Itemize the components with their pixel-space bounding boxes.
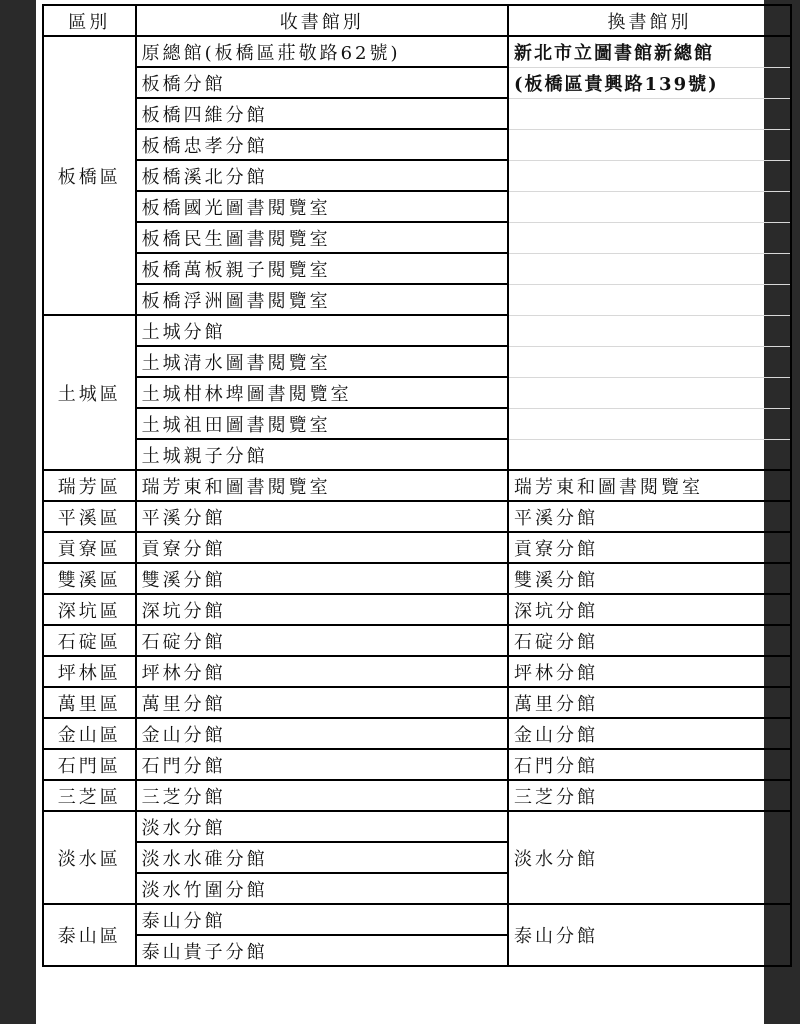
table-row <box>43 904 791 935</box>
collect-cell: 板橋萬板親子閱覽室 <box>136 253 508 284</box>
collect-cell: 坪林分館 <box>136 656 508 687</box>
collect-cell: 平溪分館 <box>136 501 508 532</box>
district-cell: 平溪區 <box>43 501 136 532</box>
district-cell: 萬里區 <box>43 687 136 718</box>
library-exchange-table <box>42 4 792 967</box>
district-cell: 瑞芳區 <box>43 470 136 501</box>
exchange-cell: 淡水分館 <box>508 811 791 904</box>
table-row <box>43 780 791 811</box>
exchange-cell: 新北市立圖書館新總館 <box>508 36 791 67</box>
exchange-cell: 金山分館 <box>508 718 791 749</box>
table-row <box>43 346 791 377</box>
table-row <box>43 191 791 222</box>
table-row <box>43 470 791 501</box>
collect-cell: 板橋四維分館 <box>136 98 508 129</box>
collect-cell: 三芝分館 <box>136 780 508 811</box>
collect-cell: 深坑分館 <box>136 594 508 625</box>
exchange-cell-empty <box>508 129 791 160</box>
collect-cell: 板橋民生圖書閱覽室 <box>136 222 508 253</box>
table-row <box>43 811 791 842</box>
table-row <box>43 160 791 191</box>
collect-cell: 原總館(板橋區莊敬路62號) <box>136 36 508 67</box>
collect-cell: 雙溪分館 <box>136 563 508 594</box>
collect-cell: 淡水水碓分館 <box>136 842 508 873</box>
district-cell: 貢寮區 <box>43 532 136 563</box>
table-row <box>43 98 791 129</box>
table-row <box>43 315 791 346</box>
collect-cell: 土城分館 <box>136 315 508 346</box>
collect-cell: 淡水竹圍分館 <box>136 873 508 904</box>
exchange-cell: 三芝分館 <box>508 780 791 811</box>
header-district: 區別 <box>43 5 136 36</box>
exchange-cell-empty <box>508 284 791 315</box>
table-row <box>43 656 791 687</box>
district-cell: 深坑區 <box>43 594 136 625</box>
district-cell: 雙溪區 <box>43 563 136 594</box>
table-row <box>43 129 791 160</box>
exchange-cell-empty <box>508 377 791 408</box>
table-row <box>43 36 791 67</box>
table-row <box>43 284 791 315</box>
table-row <box>43 718 791 749</box>
exchange-cell-empty <box>508 346 791 377</box>
collect-cell: 金山分館 <box>136 718 508 749</box>
table-row <box>43 408 791 439</box>
header-exchange-library: 換書館別 <box>508 5 791 36</box>
collect-cell: 泰山分館 <box>136 904 508 935</box>
header-collect-library: 收書館別 <box>136 5 508 36</box>
exchange-cell: 平溪分館 <box>508 501 791 532</box>
table-row <box>43 532 791 563</box>
exchange-cell-empty <box>508 408 791 439</box>
collect-cell: 貢寮分館 <box>136 532 508 563</box>
district-cell: 坪林區 <box>43 656 136 687</box>
table-row <box>43 594 791 625</box>
table-row <box>43 67 791 98</box>
collect-cell: 土城祖田圖書閱覽室 <box>136 408 508 439</box>
district-cell: 石門區 <box>43 749 136 780</box>
exchange-cell: 泰山分館 <box>508 904 791 966</box>
exchange-cell: 坪林分館 <box>508 656 791 687</box>
exchange-cell: 貢寮分館 <box>508 532 791 563</box>
collect-cell: 土城柑林埤圖書閱覽室 <box>136 377 508 408</box>
exchange-cell-empty <box>508 315 791 346</box>
table-row <box>43 439 791 470</box>
document-page <box>36 0 764 1024</box>
exchange-cell: 萬里分館 <box>508 687 791 718</box>
collect-cell: 淡水分館 <box>136 811 508 842</box>
district-cell: 石碇區 <box>43 625 136 656</box>
exchange-cell-empty <box>508 439 791 470</box>
exchange-cell: 石門分館 <box>508 749 791 780</box>
exchange-cell: 瑞芳東和圖書閱覽室 <box>508 470 791 501</box>
exchange-cell: 深坑分館 <box>508 594 791 625</box>
table-row <box>43 563 791 594</box>
district-cell: 泰山區 <box>43 904 136 966</box>
exchange-cell: 雙溪分館 <box>508 563 791 594</box>
collect-cell: 石碇分館 <box>136 625 508 656</box>
district-cell: 土城區 <box>43 315 136 470</box>
district-cell: 淡水區 <box>43 811 136 904</box>
exchange-cell-empty <box>508 191 791 222</box>
exchange-cell-empty <box>508 253 791 284</box>
collect-cell: 板橋國光圖書閱覽室 <box>136 191 508 222</box>
exchange-cell-empty <box>508 222 791 253</box>
exchange-cell: (板橋區貴興路139號) <box>508 67 791 98</box>
table-row <box>43 501 791 532</box>
collect-cell: 泰山貴子分館 <box>136 935 508 966</box>
collect-cell: 板橋忠孝分館 <box>136 129 508 160</box>
collect-cell: 板橋溪北分館 <box>136 160 508 191</box>
district-cell: 板橋區 <box>43 36 136 315</box>
collect-cell: 瑞芳東和圖書閱覽室 <box>136 470 508 501</box>
exchange-cell-empty <box>508 160 791 191</box>
collect-cell: 石門分館 <box>136 749 508 780</box>
collect-cell: 土城清水圖書閱覽室 <box>136 346 508 377</box>
table-row <box>43 253 791 284</box>
header-row <box>43 5 791 36</box>
district-cell: 三芝區 <box>43 780 136 811</box>
table-row <box>43 222 791 253</box>
collect-cell: 板橋浮洲圖書閱覽室 <box>136 284 508 315</box>
exchange-cell-empty <box>508 98 791 129</box>
table-row <box>43 625 791 656</box>
collect-cell: 板橋分館 <box>136 67 508 98</box>
district-cell: 金山區 <box>43 718 136 749</box>
collect-cell: 土城親子分館 <box>136 439 508 470</box>
exchange-cell: 石碇分館 <box>508 625 791 656</box>
table-row <box>43 377 791 408</box>
table-row <box>43 687 791 718</box>
collect-cell: 萬里分館 <box>136 687 508 718</box>
table-row <box>43 749 791 780</box>
